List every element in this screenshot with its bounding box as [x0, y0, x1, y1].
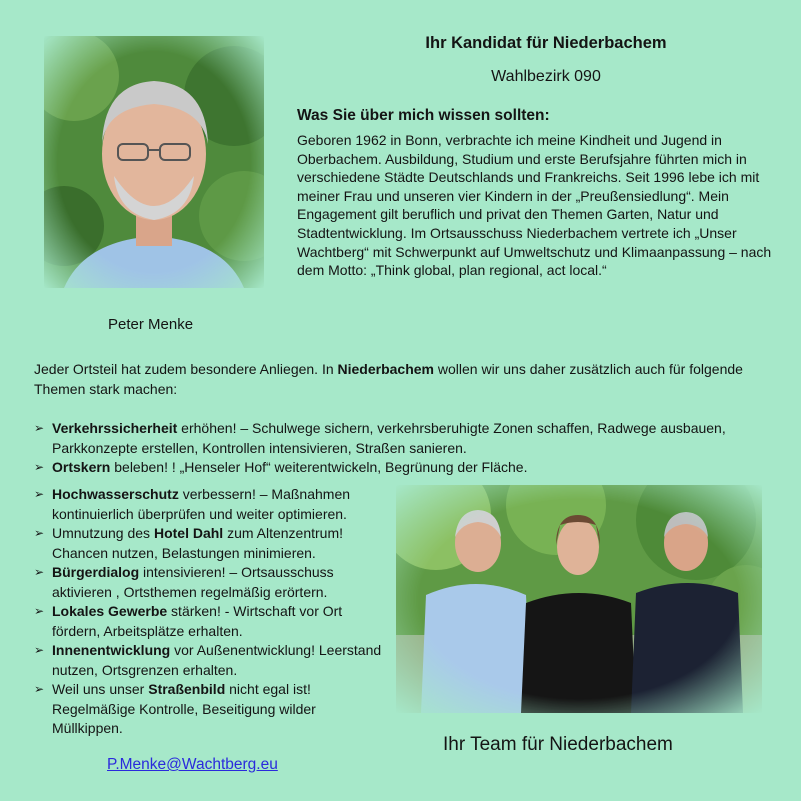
list-item: ➢ Innenentwicklung vor Außenentwicklung! Leerstand nutzen, Ortsgrenzen erhalten.	[34, 642, 382, 678]
topic-list-top	[34, 419, 774, 478]
intro-place: Niederbachem	[337, 361, 434, 377]
intro-text-before: Jeder Ortsteil hat zudem besondere Anliegen. In	[34, 361, 338, 377]
arrowhead-bullet-icon: ➢	[34, 604, 45, 618]
list-item: ➢ Bürgerdialog intensivieren! – Ortsausschuss aktivieren , Ortsthemen regelmäßig erörtern.	[34, 564, 334, 600]
arrowhead-bullet-icon: ➢	[34, 565, 45, 579]
list-item: ➢ Lokales Gewerbe stärken! - Wirtschaft vor Ort fördern, Arbeitsplätze erhalten.	[34, 603, 343, 639]
list-item: ➢ Hochwasserschutz verbessern! – Maßnahmen kontinuierlich überprüfen und weiter optimieren.	[34, 486, 351, 522]
arrowhead-bullet-icon: ➢	[34, 526, 45, 540]
arrowhead-bullet-icon: ➢	[34, 460, 45, 474]
team-photo	[396, 485, 762, 713]
arrowhead-bullet-icon: ➢	[34, 643, 45, 657]
arrowhead-bullet-icon: ➢	[34, 682, 45, 696]
topic-list-left	[34, 485, 390, 739]
list-item: ➢ Verkehrssicherheit erhöhen! – Schulwege sichern, verkehrsberuhigte Zonen schaffen, Radwege ausbauen, Parkkonzepte erstellen, Kontrollen intensivieren, Straßen sanieren.	[34, 420, 726, 456]
about-text: Geboren 1962 in Bonn, verbrachte ich meine Kindheit und Jugend in Oberbachem. Ausbildung, Studium und erste Berufsjahre führten mich in verschiedene Städte Deutschlands und Frankreichs. Seit 1996 lebe ich mit meiner Frau und unseren vier Kindern in der „Preußensiedlung“. Mein Engagement gilt beruflich und privat den Themen Garten, Natur und Stadtentwicklung. Im Ortsausschuss Niederbachem vertrete ich „Unser Wachtberg“ mit Schwerpunkt auf Umweltschutz und Klimaanpassung – nach dem Motto: „Think global, plan regional, act local.“	[297, 132, 772, 279]
team-caption: Ihr Team für Niederbachem	[443, 734, 673, 755]
candidate-portrait	[44, 36, 264, 288]
about-heading: Was Sie über mich wissen sollten:	[297, 107, 550, 124]
arrowhead-bullet-icon: ➢	[34, 421, 45, 435]
email-link[interactable]: P.Menke@Wachtberg.eu	[107, 756, 278, 773]
arrowhead-bullet-icon: ➢	[34, 487, 45, 501]
list-item: ➢ Weil uns unser Straßenbild nicht egal ist! Regelmäßige Kontrolle, Beseitigung wilder Müllkippen.	[34, 681, 316, 736]
intro-paragraph	[34, 360, 774, 399]
list-item: ➢ Umnutzung des Hotel Dahl zum Altenzentrum! Chancen nutzen, Belastungen minimieren.	[34, 525, 344, 561]
intro-text-after: wollen wir uns daher zusätzlich auch für folgende Themen stark machen:	[34, 361, 743, 397]
portrait-caption: Peter Menke	[108, 316, 194, 333]
list-item: ➢ Ortskern beleben! ! „Henseler Hof“ weiterentwickeln, Begrünung der Fläche.	[34, 458, 774, 478]
page-title: Ihr Kandidat für Niederbachem	[425, 34, 667, 52]
page-subtitle: Wahlbezirk 090	[491, 68, 601, 85]
